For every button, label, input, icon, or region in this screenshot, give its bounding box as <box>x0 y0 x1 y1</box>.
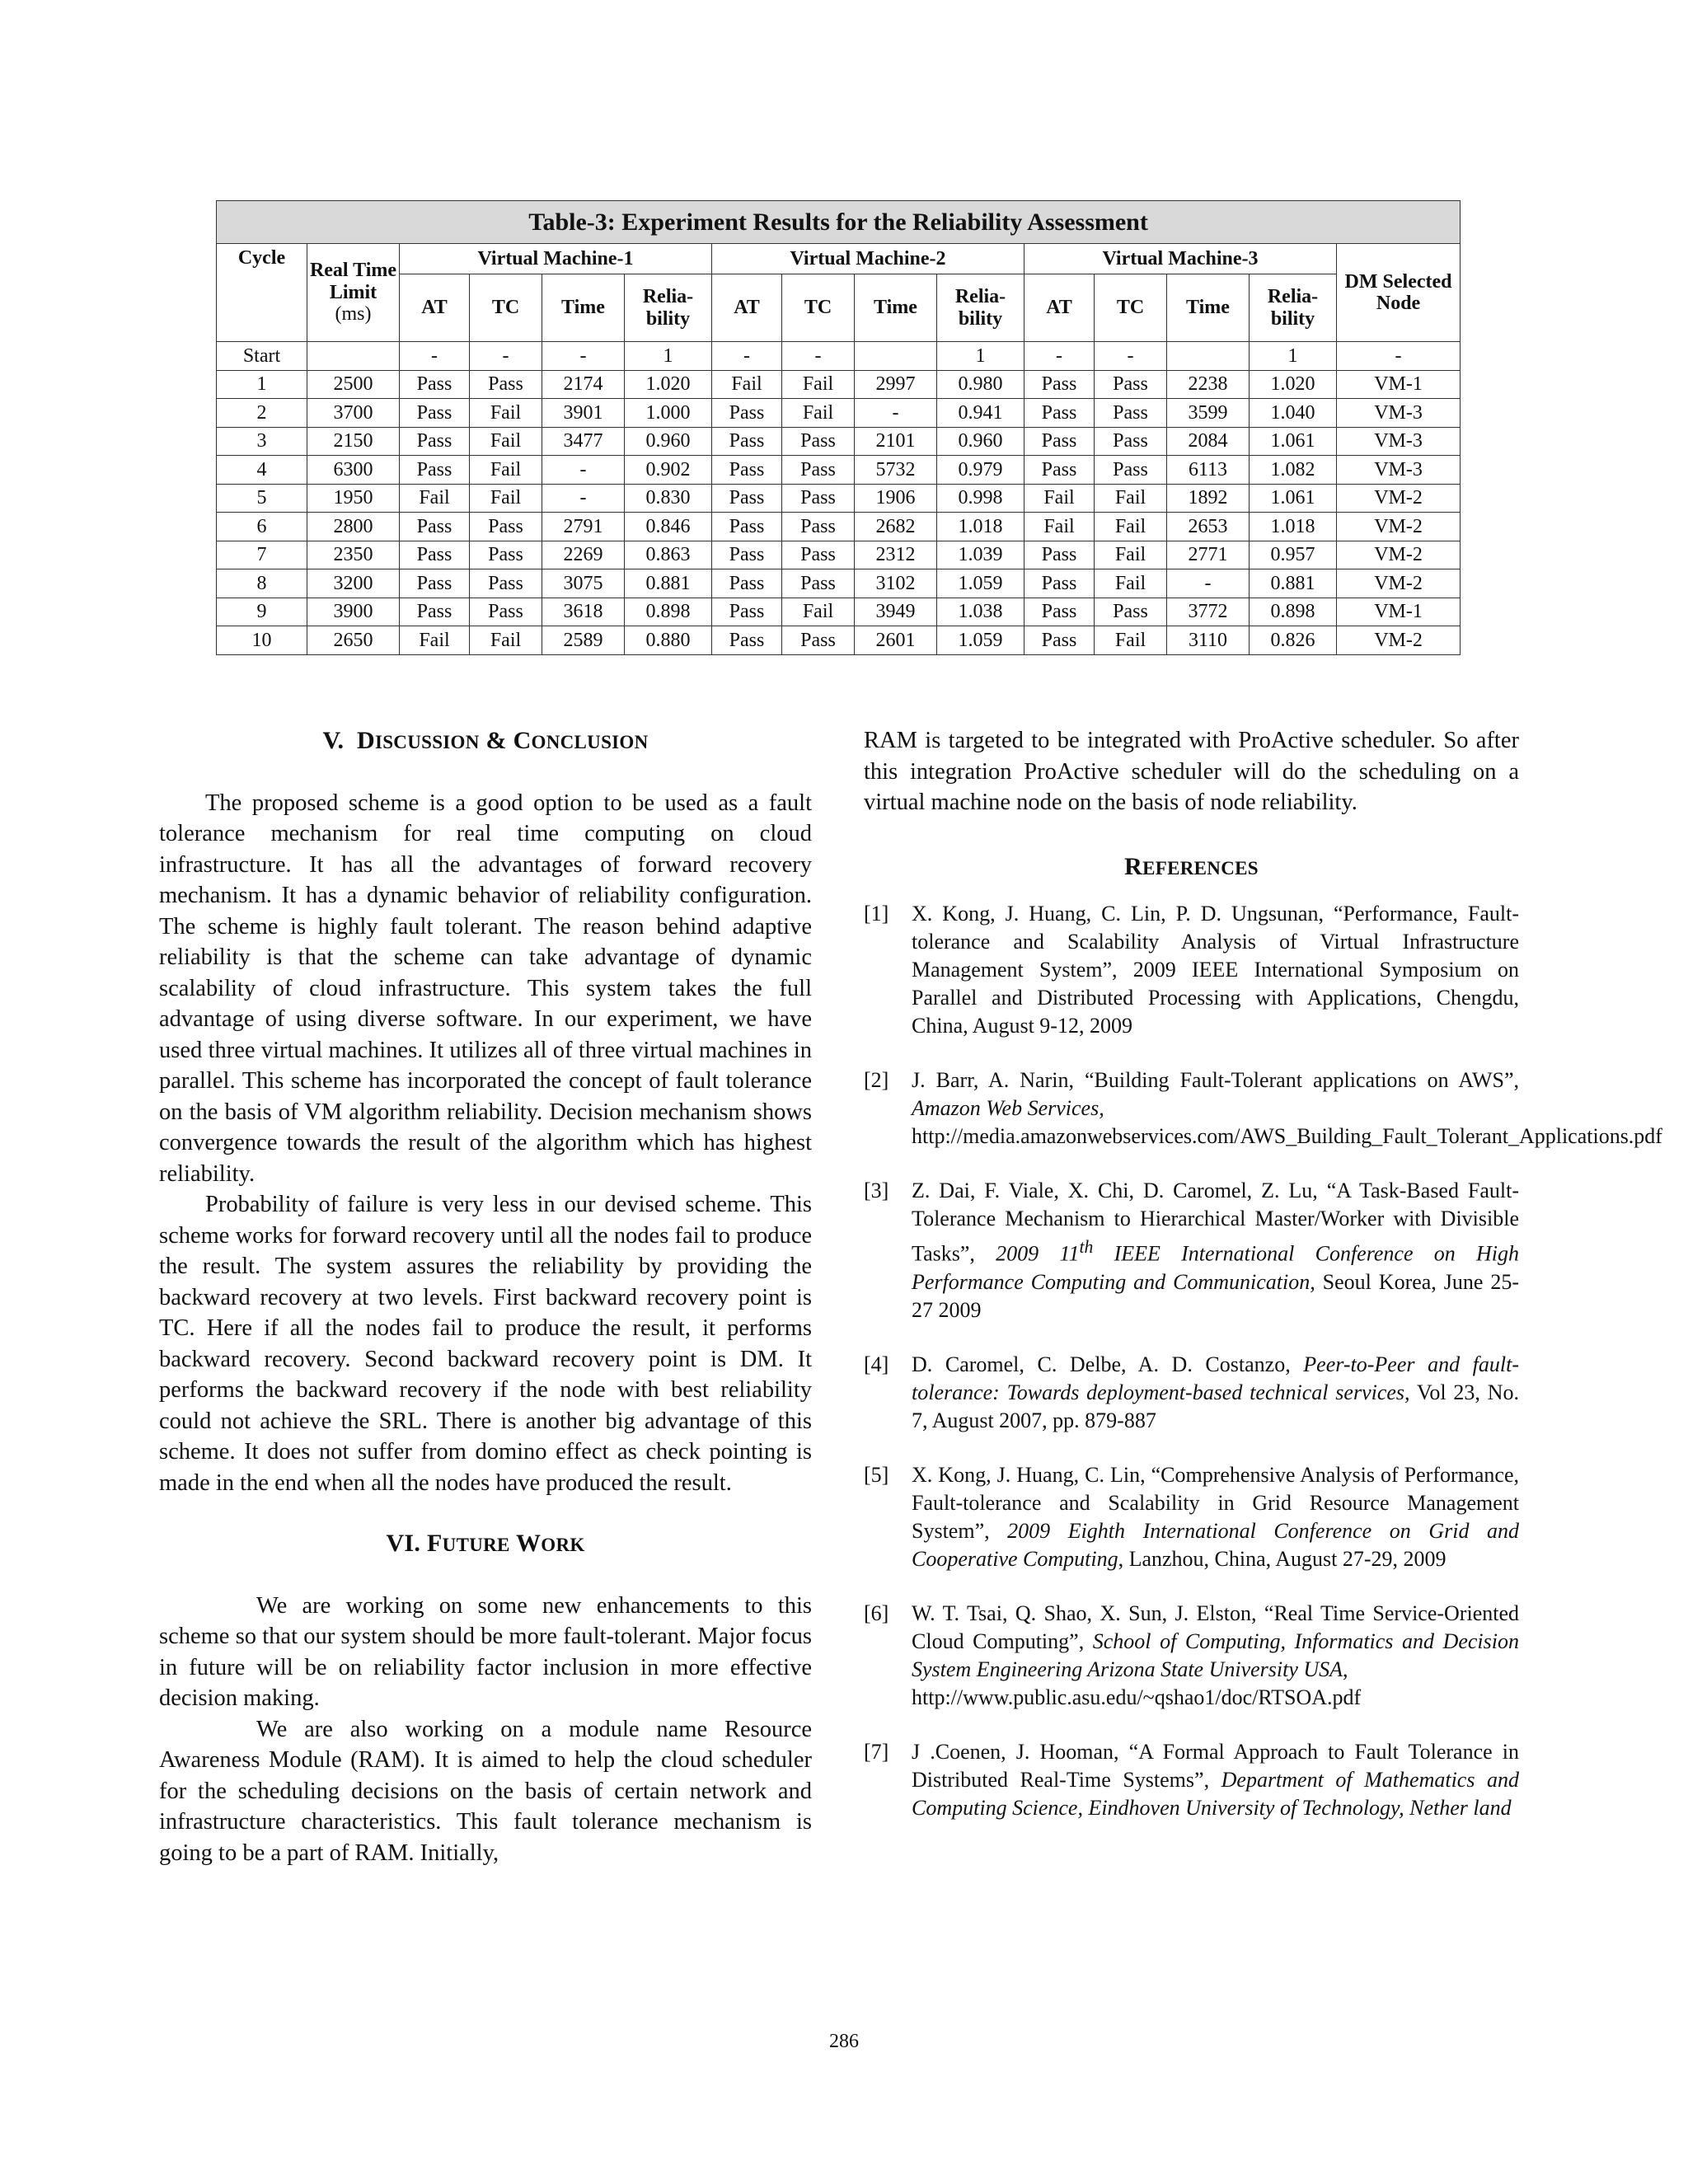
table-cell: Pass <box>470 541 542 569</box>
table-cell: - <box>1167 569 1250 598</box>
table-cell: - <box>542 484 625 513</box>
reference-italic: Department of Mathematics and Computing Science, Eindhoven University of Technology, Nether land <box>912 1767 1519 1820</box>
table-cell: 0.980 <box>937 370 1025 399</box>
heading-amp: & <box>485 727 507 754</box>
table-cell: Pass <box>400 399 470 428</box>
table-cell: 2650 <box>307 626 400 655</box>
table-cell: 2800 <box>307 513 400 541</box>
table-cell: 1892 <box>1167 484 1250 513</box>
reference-text: , <box>1343 1657 1348 1681</box>
table-cell: - <box>1025 342 1095 371</box>
table-cell: 3110 <box>1167 626 1250 655</box>
table-cell: Pass <box>712 484 782 513</box>
table-cell: VM-2 <box>1337 513 1461 541</box>
reference-number: [7] <box>864 1739 889 1764</box>
table-cell: 1.018 <box>1250 513 1337 541</box>
table-cell: 0.902 <box>625 456 712 485</box>
table-cell: Pass <box>1025 456 1095 485</box>
paragraph: Probability of failure is very less in our devised scheme. This scheme works for forward recovery until all the nodes fail to produce the result. The system assures the reliability by providing the backward recovery at two levels. First backward recovery point is TC. Here if all the nodes fail to produce the result, it performs backward recovery. Second backward recovery point is DM. It performs the backward recovery if the node with best reliability could not achieve the SRL. There is another big advantage of this scheme. It does not suffer from domino effect as check pointing is made in the end when all the nodes have produced the result. <box>159 1192 812 1496</box>
table-cell: Fail <box>470 626 542 655</box>
table-cell: Fail <box>782 399 855 428</box>
table-row <box>217 370 1461 399</box>
heading-cap: F <box>427 1530 443 1557</box>
table-cell: 0.960 <box>625 427 712 456</box>
header-real-time-limit <box>307 244 400 342</box>
table-cell: 3599 <box>1167 399 1250 428</box>
header-cycle: Cycle <box>217 244 307 342</box>
reference-text: D. Caromel, C. Delbe, A. D. Costanzo, <box>912 1352 1304 1376</box>
reference-text: X. Kong, J. Huang, C. Lin, “Comprehensive Analysis of Performance, Fault-tolerance and Scalability in Grid Resource Management System”, <box>912 1462 1519 1543</box>
paragraph: We are also working on a module name Resource Awareness Module (RAM). It is aimed to help the cloud scheduler for the scheduling decisions on the basis of certain network and infrastructure characteristics. This fault tolerance mechanism is going to be a part of RAM. Initially, <box>159 1716 812 1866</box>
table-cell: VM-3 <box>1337 456 1461 485</box>
table-cell: 2500 <box>307 370 400 399</box>
table-cell: 1906 <box>855 484 937 513</box>
table-cell: Pass <box>1025 427 1095 456</box>
table-row <box>217 626 1461 655</box>
reference-text: Z. Dai, F. Viale, X. Chi, D. Caromel, Z. Lu, “A Task-Based Fault-Tolerance Mechanism to Hierarchical Master/Worker with Divisible Tasks”, <box>912 1179 1519 1266</box>
page-number: 286 <box>829 2031 859 2052</box>
table-cell: - <box>712 342 782 371</box>
table-cell: 1.040 <box>1250 399 1337 428</box>
table-cell: 2771 <box>1167 541 1250 569</box>
table-cell: Pass <box>782 427 855 456</box>
header-at: AT <box>712 274 782 342</box>
reference-url[interactable]: http://www.public.asu.edu/~qshao1/doc/RTSOA.pdf <box>912 1685 1362 1709</box>
section-number: V. <box>322 727 345 754</box>
table-cell: VM-1 <box>1337 370 1461 399</box>
right-column <box>864 725 1662 1849</box>
table-cell: Pass <box>470 370 542 399</box>
reference-italic: 2009 Eighth International Conference on Grid and Cooperative Computing <box>912 1518 1519 1571</box>
table-cell: - <box>855 399 937 428</box>
reference-number: [4] <box>864 1352 889 1376</box>
table-cell: Pass <box>782 569 855 598</box>
table-cell: 2312 <box>855 541 937 569</box>
table-cell: Pass <box>1095 399 1167 428</box>
table-cell: 2653 <box>1167 513 1250 541</box>
table-cell: Fail <box>712 370 782 399</box>
header-vm2: Virtual Machine-2 <box>712 244 1025 274</box>
table-cell: Pass <box>400 427 470 456</box>
table-cell: 0.898 <box>1250 598 1337 626</box>
table-cell: 2997 <box>855 370 937 399</box>
header-dm-selected-node: DM Selected Node <box>1337 244 1461 342</box>
table-cell: Pass <box>712 626 782 655</box>
table-title: Table-3: Experiment Results for the Reliability Assessment <box>217 201 1461 244</box>
table-cell: Fail <box>470 456 542 485</box>
table-cell: Pass <box>400 513 470 541</box>
table-cell: Pass <box>1095 598 1167 626</box>
table-row <box>217 598 1461 626</box>
table-cell: Fail <box>1095 626 1167 655</box>
table-cell: 8 <box>217 569 307 598</box>
table-cell: - <box>470 342 542 371</box>
reference-item <box>864 1177 1519 1324</box>
table-cell: 1.018 <box>937 513 1025 541</box>
table-cell: 7 <box>217 541 307 569</box>
table-cell: 3200 <box>307 569 400 598</box>
table-cell: 2174 <box>542 370 625 399</box>
table-cell: 1 <box>1250 342 1337 371</box>
reference-text: J. Barr, A. Narin, “Building Fault-Tolerant applications on AWS”, <box>912 1068 1519 1092</box>
header-vm3: Virtual Machine-3 <box>1025 244 1337 274</box>
table-cell: 3900 <box>307 598 400 626</box>
header-at: AT <box>1025 274 1095 342</box>
table-cell <box>855 342 937 371</box>
table-cell: 10 <box>217 626 307 655</box>
heading-cap: R <box>1124 852 1143 880</box>
table-cell: 0.881 <box>625 569 712 598</box>
paragraph: We are working on some new enhancements to this scheme so that our system should be more fault-tolerant. Major focus in future will be on reliability factor inclusion in more effective decision making. <box>159 1592 812 1711</box>
heading-smallcaps: UTURE <box>442 1535 510 1555</box>
header-tc: TC <box>470 274 542 342</box>
table-cell: Pass <box>1025 541 1095 569</box>
table-cell <box>1167 342 1250 371</box>
table-cell: Pass <box>1025 598 1095 626</box>
table-cell: Pass <box>712 456 782 485</box>
table-cell: Pass <box>400 370 470 399</box>
header-time: Time <box>1167 274 1250 342</box>
reference-text: W. T. Tsai, Q. Shao, X. Sun, J. Elston, “Real Time Service-Oriented Cloud Computing”, <box>912 1601 1519 1653</box>
header-reliability: Relia-bility <box>1250 274 1337 342</box>
table-cell: 6113 <box>1167 456 1250 485</box>
table-cell: 2 <box>217 399 307 428</box>
header-reliability: Relia-bility <box>937 274 1025 342</box>
table-cell: Pass <box>1025 626 1095 655</box>
reference-item <box>864 1066 1662 1151</box>
table-cell: Fail <box>400 484 470 513</box>
table-cell: Pass <box>712 399 782 428</box>
table-cell: - <box>782 342 855 371</box>
table-cell: 0.830 <box>625 484 712 513</box>
table-cell: 2350 <box>307 541 400 569</box>
table-cell: 0.881 <box>1250 569 1337 598</box>
header-at: AT <box>400 274 470 342</box>
section-heading-future-work <box>159 1528 812 1561</box>
table-cell: Pass <box>712 598 782 626</box>
heading-smallcaps: ONCLUSION <box>531 732 649 752</box>
table-cell: 1.061 <box>1250 484 1337 513</box>
section-heading-discussion <box>159 725 812 758</box>
reference-text: Seoul Korea, June 25-27 2009 <box>912 1269 1519 1322</box>
table-cell: 3618 <box>542 598 625 626</box>
table-cell: VM-2 <box>1337 569 1461 598</box>
table-cell: 1.059 <box>937 569 1025 598</box>
table-cell: Pass <box>400 598 470 626</box>
table-cell: - <box>400 342 470 371</box>
reference-number: [5] <box>864 1462 889 1487</box>
reference-number: [6] <box>864 1601 889 1625</box>
table-cell: Pass <box>470 569 542 598</box>
table-row <box>217 569 1461 598</box>
paragraph: RAM is targeted to be integrated with ProActive scheduler. So after this integration ProActive scheduler will do the scheduling on a virtual machine node on the basis of node reliability. <box>864 728 1519 815</box>
table-cell: 3949 <box>855 598 937 626</box>
table-cell: 2269 <box>542 541 625 569</box>
table-cell: - <box>542 456 625 485</box>
table-cell: Pass <box>712 541 782 569</box>
table-cell: Fail <box>1095 484 1167 513</box>
table-cell: VM-2 <box>1337 626 1461 655</box>
table-cell: 0.826 <box>1250 626 1337 655</box>
table-cell: 1.038 <box>937 598 1025 626</box>
reference-url[interactable]: http://media.amazonwebservices.com/AWS_Building_Fault_Tolerant_Applications.pdf <box>912 1124 1662 1148</box>
table-cell: Fail <box>1095 513 1167 541</box>
table-cell: 1 <box>625 342 712 371</box>
table-cell: Pass <box>1095 427 1167 456</box>
table-cell: Fail <box>1095 541 1167 569</box>
table-cell: VM-2 <box>1337 484 1461 513</box>
table-cell: 3477 <box>542 427 625 456</box>
table-cell: Fail <box>1025 513 1095 541</box>
table-row <box>217 456 1461 485</box>
table-cell: 2682 <box>855 513 937 541</box>
table-cell: 2601 <box>855 626 937 655</box>
table-cell: 3102 <box>855 569 937 598</box>
reference-item <box>864 900 1519 1040</box>
table-cell: 1.061 <box>1250 427 1337 456</box>
table-row <box>217 399 1461 428</box>
table-cell: Pass <box>470 598 542 626</box>
table-cell: Fail <box>470 399 542 428</box>
header-time: Time <box>542 274 625 342</box>
header-tc: TC <box>782 274 855 342</box>
table-body <box>217 342 1461 655</box>
reference-italic: IEEE International Conference on High Performance Computing and Communication, <box>912 1241 1519 1294</box>
table-cell: Pass <box>1025 399 1095 428</box>
reference-item <box>864 1738 1519 1822</box>
table-cell: Fail <box>782 598 855 626</box>
table-cell: 0.846 <box>625 513 712 541</box>
table-cell: 0.957 <box>1250 541 1337 569</box>
table-cell: Pass <box>782 626 855 655</box>
table-cell: 0.941 <box>937 399 1025 428</box>
table-cell: 1.059 <box>937 626 1025 655</box>
heading-smallcaps: EFERENCES <box>1142 857 1259 879</box>
table-cell: 1 <box>937 342 1025 371</box>
table-cell: Pass <box>1025 569 1095 598</box>
header-vm1: Virtual Machine-1 <box>400 244 712 274</box>
header-limit-label: Real Time Limit <box>309 260 397 303</box>
table-cell: 1.020 <box>1250 370 1337 399</box>
table-cell: Fail <box>1095 569 1167 598</box>
table-cell: 3700 <box>307 399 400 428</box>
table-cell: 0.979 <box>937 456 1025 485</box>
table-cell: Start <box>217 342 307 371</box>
reference-italic: School of Computing, Informatics and Decision System Engineering Arizona State University USA <box>912 1629 1519 1681</box>
table-cell: 2150 <box>307 427 400 456</box>
table-cell: Fail <box>1025 484 1095 513</box>
table-row <box>217 427 1461 456</box>
reference-text: Vol 23, No. 7, August 2007, pp. 879-887 <box>912 1380 1519 1432</box>
table-cell: Pass <box>400 569 470 598</box>
table-cell: Fail <box>470 484 542 513</box>
table-cell: 2084 <box>1167 427 1250 456</box>
table-cell: Pass <box>782 513 855 541</box>
header-limit-unit: (ms) <box>335 303 372 326</box>
heading-cap: W <box>515 1530 542 1557</box>
reference-item <box>864 1600 1519 1712</box>
table-cell: 2589 <box>542 626 625 655</box>
table-cell: Pass <box>712 513 782 541</box>
table-cell: 1.020 <box>625 370 712 399</box>
reference-list <box>864 900 1662 1822</box>
table-cell: 2101 <box>855 427 937 456</box>
table-cell: 6300 <box>307 456 400 485</box>
table-cell: Fail <box>782 370 855 399</box>
results-table <box>216 200 1461 655</box>
header-tc: TC <box>1095 274 1167 342</box>
reference-text: , Lanzhou, China, August 27-29, 2009 <box>1118 1546 1447 1571</box>
table-cell: Pass <box>1025 370 1095 399</box>
table-cell: Pass <box>712 427 782 456</box>
heading-smallcaps: ISCUSSION <box>374 732 480 752</box>
heading-cap: D <box>356 727 375 754</box>
table-cell: Pass <box>782 484 855 513</box>
table-cell: Pass <box>782 541 855 569</box>
reference-italic: Amazon Web Services, <box>912 1096 1104 1120</box>
paragraph: The proposed scheme is a good option to be used as a fault tolerance mechanism for real time computing on cloud infrastructure. It has all the advantages of forward recovery mechanism. It has a dynamic behavior of reliability configuration. The scheme is highly fault tolerant. The reason behind adaptive reliability is that the scheme can take advantage of dynamic scalability of cloud infrastructure. This system takes the full advantage of using diverse software. In our experiment, we have used three virtual machines. It utilizes all of three virtual machines in parallel. This scheme has incorporated the concept of fault tolerance on the basis of VM algorithm reliability. Decision mechanism shows convergence towards the result of the algorithm which has highest reliability. <box>159 790 812 1187</box>
reference-item <box>864 1351 1519 1435</box>
table-cell: 0.998 <box>937 484 1025 513</box>
table-cell: 2238 <box>1167 370 1250 399</box>
table-cell: 0.880 <box>625 626 712 655</box>
table-row <box>217 513 1461 541</box>
table-cell: Fail <box>470 427 542 456</box>
reference-italic: Peer-to-Peer and fault-tolerance: Towards deployment-based technical services, <box>912 1352 1520 1404</box>
reference-number: [3] <box>864 1179 889 1202</box>
table-cell: - <box>542 342 625 371</box>
table-cell: 5 <box>217 484 307 513</box>
section-heading-references <box>864 851 1519 884</box>
reference-superscript: th <box>1079 1237 1094 1257</box>
table-cell: 1 <box>217 370 307 399</box>
table-cell: Fail <box>400 626 470 655</box>
table-cell: 5732 <box>855 456 937 485</box>
table-cell: Pass <box>470 513 542 541</box>
left-column <box>159 725 812 1868</box>
table-cell <box>307 342 400 371</box>
table-cell: 1950 <box>307 484 400 513</box>
table-cell: 6 <box>217 513 307 541</box>
table-cell: 9 <box>217 598 307 626</box>
table-cell: VM-3 <box>1337 399 1461 428</box>
reference-text: X. Kong, J. Huang, C. Lin, P. D. Ungsunan, “Performance, Fault-tolerance and Scalability Analysis of Virtual Infrastructure Management System”, 2009 IEEE International Symposium on Parallel and Distributed Processing with Applications, Chengdu, China, August 9-12, 2009 <box>912 902 1519 1038</box>
table-cell: 3075 <box>542 569 625 598</box>
table-cell: 3901 <box>542 399 625 428</box>
table-cell: VM-1 <box>1337 598 1461 626</box>
table-cell: Pass <box>782 456 855 485</box>
section-number: VI. <box>386 1530 421 1557</box>
table-cell: 2791 <box>542 513 625 541</box>
table-cell: Pass <box>712 569 782 598</box>
table-row <box>217 342 1461 371</box>
table-cell: 3772 <box>1167 598 1250 626</box>
table-cell: Pass <box>1095 370 1167 399</box>
reference-text: J .Coenen, J. Hooman, “A Formal Approach to Fault Tolerance in Distributed Real-Time Systems”, <box>912 1739 1519 1792</box>
table-cell: Pass <box>400 541 470 569</box>
table-cell: VM-2 <box>1337 541 1461 569</box>
table-cell: Pass <box>400 456 470 485</box>
table-cell: 1.082 <box>1250 456 1337 485</box>
heading-smallcaps: ORK <box>541 1535 585 1555</box>
reference-number: [1] <box>864 902 889 926</box>
heading-cap: C <box>513 727 532 754</box>
table-cell: 0.960 <box>937 427 1025 456</box>
table-row <box>217 541 1461 569</box>
header-reliability: Relia-bility <box>625 274 712 342</box>
table-cell: 0.863 <box>625 541 712 569</box>
table-cell: - <box>1095 342 1167 371</box>
table-cell: Pass <box>1095 456 1167 485</box>
table-row <box>217 484 1461 513</box>
reference-item <box>864 1461 1519 1573</box>
table-cell: 3 <box>217 427 307 456</box>
table-cell: 4 <box>217 456 307 485</box>
table-cell: - <box>1337 342 1461 371</box>
header-time: Time <box>855 274 937 342</box>
table-cell: VM-3 <box>1337 427 1461 456</box>
reference-number: [2] <box>864 1068 889 1092</box>
table-cell: 1.000 <box>625 399 712 428</box>
table-cell: 0.898 <box>625 598 712 626</box>
reference-italic: 2009 11 <box>996 1241 1080 1266</box>
table-cell: 1.039 <box>937 541 1025 569</box>
